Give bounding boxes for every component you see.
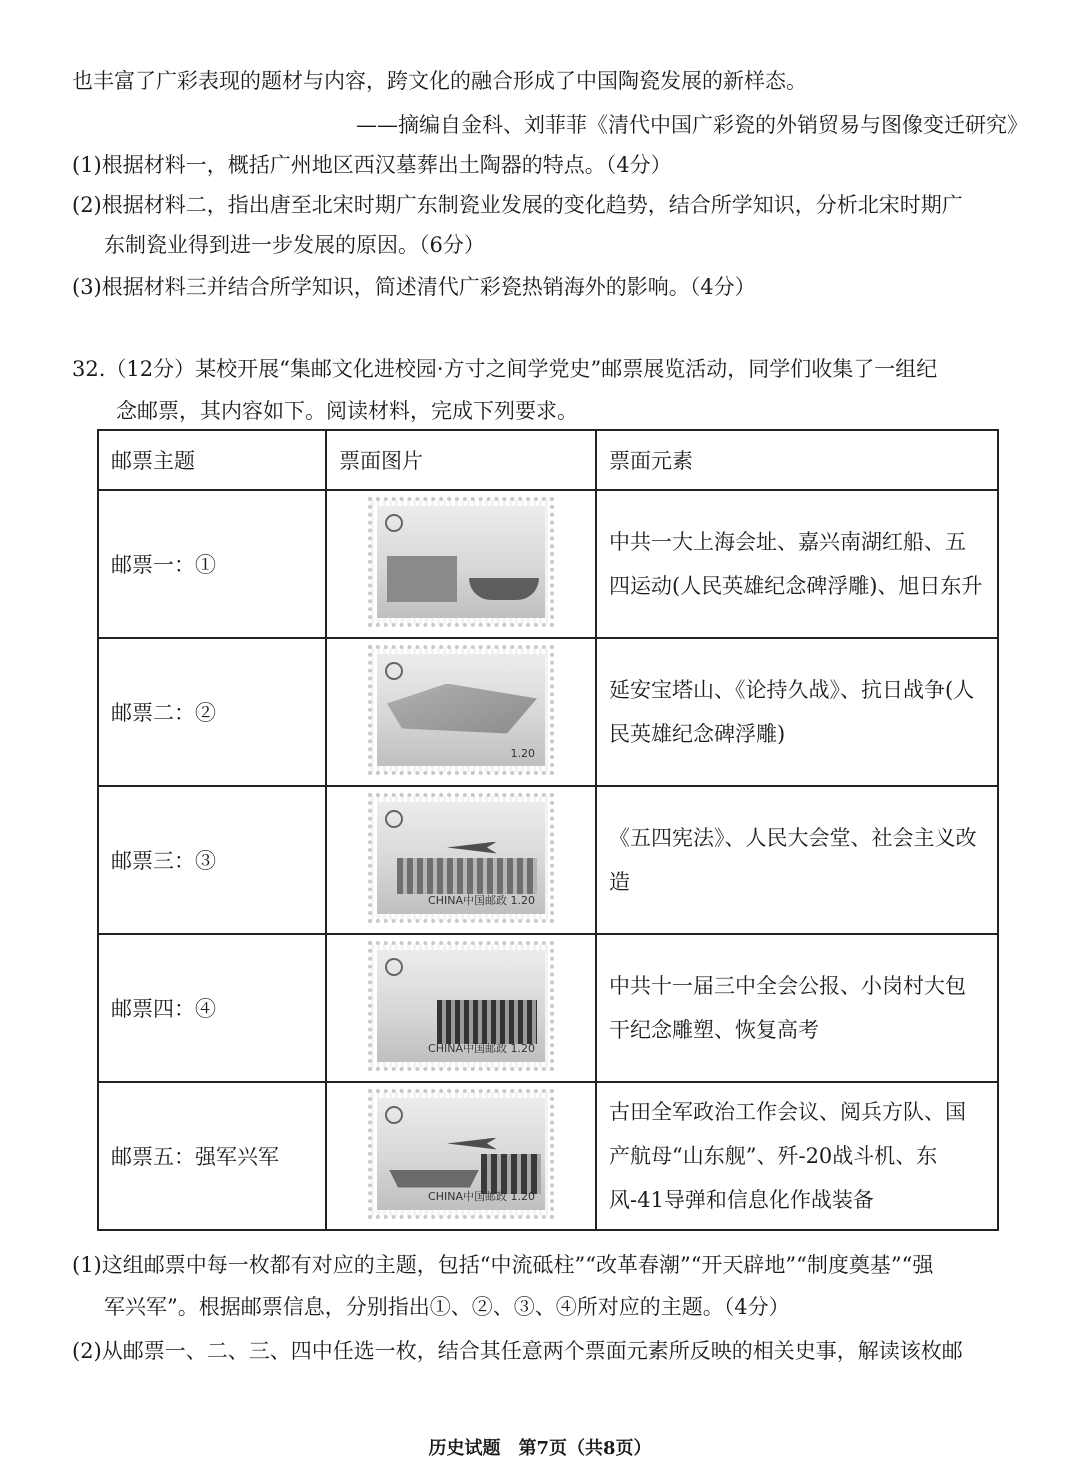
sub-question-2: (2)从邮票一、二、三、四中任选一枚，结合其任意两个票面元素所反映的相关史事，解读该枚邮	[72, 1339, 963, 1363]
stamp-image	[371, 944, 551, 1068]
stamp-elements: 中共一大上海会址、嘉兴南湖红船、五四运动(人民英雄纪念碑浮雕)、旭日东升	[596, 490, 998, 638]
stamp-face-value: CHINA中国邮政 1.20	[428, 1041, 535, 1055]
stamp-image-cell	[326, 786, 596, 934]
question-2-cont: 东制瓷业得到进一步发展的原因。（6分）	[104, 233, 485, 257]
stamp-image-cell	[326, 490, 596, 638]
stamp-theme: 邮票二：②	[98, 638, 326, 786]
page-footer: 历史试题 第7页（共8页）	[428, 1438, 652, 1459]
attribution-line: ——摘编自金科、刘菲菲《清代中国广彩瓷的外销贸易与图像变迁研究》	[356, 113, 1028, 137]
sub-question-1: (1)这组邮票中每一枚都有对应的主题，包括“中流砥柱”“改革春潮”“开天辟地”“制度奠基”“强	[72, 1253, 934, 1277]
aircraft-carrier-illustration	[389, 1170, 479, 1188]
stamp-theme: 邮票三：③	[98, 786, 326, 934]
building-illustration	[387, 556, 457, 602]
table-row	[98, 786, 998, 934]
stamp-table	[97, 429, 999, 1231]
red-boat-illustration	[469, 578, 539, 600]
party-emblem-icon	[385, 514, 403, 532]
table-header-row	[98, 430, 998, 490]
crowd-illustration	[437, 1000, 537, 1044]
stamp-image	[371, 500, 551, 624]
question-3: (3)根据材料三并结合所学知识，简述清代广彩瓷热销海外的影响。（4分）	[72, 275, 756, 299]
stamp-elements: 中共十一届三中全会公报、小岗村大包干纪念雕塑、恢复高考	[596, 934, 998, 1082]
stamp-image-cell	[326, 934, 596, 1082]
jet-illustration	[447, 1138, 497, 1150]
header-theme: 邮票主题	[98, 430, 326, 490]
sub-question-1-cont: 军兴军”。根据邮票信息，分别指出①、②、③、④所对应的主题。（4分）	[104, 1295, 790, 1319]
stamp-image	[371, 796, 551, 920]
great-hall-illustration	[397, 858, 537, 894]
header-image: 票面图片	[326, 430, 596, 490]
party-emblem-icon	[385, 810, 403, 828]
stamp-image	[371, 648, 551, 772]
dove-illustration	[447, 842, 497, 854]
stamp-face-value: CHINA中国邮政 1.20	[428, 1189, 535, 1203]
question-2: (2)根据材料二，指出唐至北宋时期广东制瓷业发展的变化趋势，结合所学知识，分析北宋时期广	[72, 193, 963, 217]
table-row	[98, 1082, 998, 1230]
table-row	[98, 490, 998, 638]
table-row	[98, 934, 998, 1082]
stamp-theme: 邮票四：④	[98, 934, 326, 1082]
stamp-image	[371, 1092, 551, 1216]
stamp-face-value: CHINA中国邮政 1.20	[428, 893, 535, 907]
stamp-elements: 延安宝塔山、《论持久战》、抗日战争(人民英雄纪念碑浮雕)	[596, 638, 998, 786]
question-32-line2: 念邮票，其内容如下。阅读材料，完成下列要求。	[116, 399, 578, 423]
stamp-theme: 邮票五：强军兴军	[98, 1082, 326, 1230]
stamp-theme: 邮票一：①	[98, 490, 326, 638]
table-row	[98, 638, 998, 786]
party-emblem-icon	[385, 958, 403, 976]
party-emblem-icon	[385, 1106, 403, 1124]
stamp-elements: 《五四宪法》、人民大会堂、社会主义改造	[596, 786, 998, 934]
stamp-image-cell	[326, 638, 596, 786]
stamp-face-value: 1.20	[510, 746, 535, 760]
stamp-elements: 古田全军政治工作会议、阅兵方队、国产航母“山东舰”、歼-20战斗机、东风-41导弹和信息化作战装备	[596, 1082, 998, 1230]
party-emblem-icon	[385, 662, 403, 680]
text-line: 也丰富了广彩表现的题材与内容，跨文化的融合形成了中国陶瓷发展的新样态。	[72, 69, 807, 93]
header-elements: 票面元素	[596, 430, 998, 490]
mountain-illustration	[387, 684, 537, 734]
stamp-image-cell	[326, 1082, 596, 1230]
question-32-line1: 32.（12分）某校开展“集邮文化进校园·方寸之间学党史”邮票展览活动，同学们收集了一组纪	[72, 357, 938, 381]
question-1: (1)根据材料一，概括广州地区西汉墓葬出土陶器的特点。（4分）	[72, 153, 672, 177]
